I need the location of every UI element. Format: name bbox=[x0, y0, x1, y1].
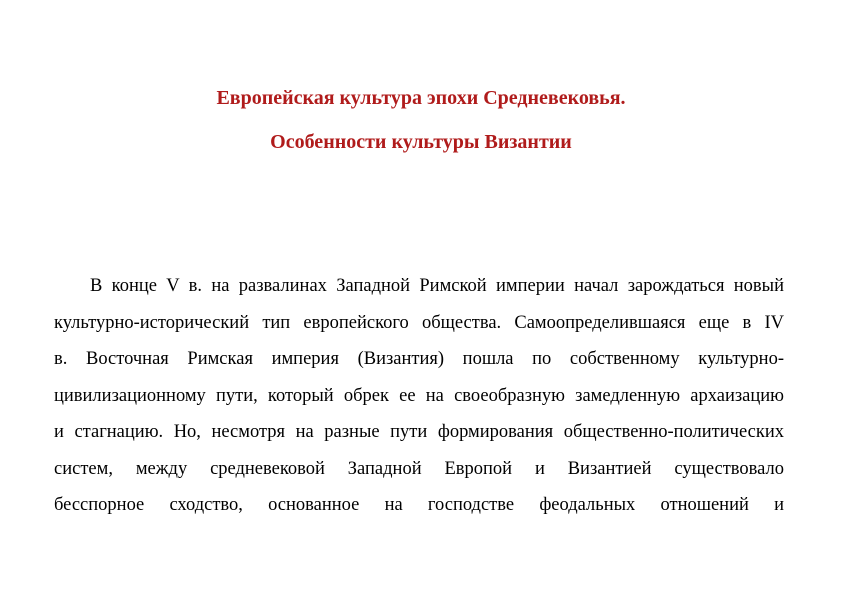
paragraph-line: цивилизационному пути, который обрек ее на своеобразную замедленную архаизацию bbox=[54, 385, 784, 406]
document-title: Европейская культура эпохи Средневековья. bbox=[216, 87, 626, 109]
body-paragraph bbox=[54, 268, 784, 524]
document-subtitle: Особенности культуры Византии bbox=[270, 131, 572, 153]
paragraph-line: в. Восточная Римская империя (Византия) пошла по собственному культурно- bbox=[54, 349, 784, 369]
paragraph-line: культурно-исторический тип европейского общества. Самоопределившаяся еще в IV bbox=[54, 312, 784, 333]
paragraph-line: и стагнацию. Но, несмотря на разные пути формирования общественно-политических bbox=[54, 422, 784, 442]
paragraph-line: бесспорное сходство, основанное на господстве феодальных отношений и bbox=[54, 495, 784, 515]
paragraph-line: систем, между средневековой Западной Европой и Византией существовало bbox=[54, 458, 784, 479]
paragraph-line: В конце V в. на развалинах Западной Римской империи начал зарождаться новый bbox=[90, 276, 784, 296]
